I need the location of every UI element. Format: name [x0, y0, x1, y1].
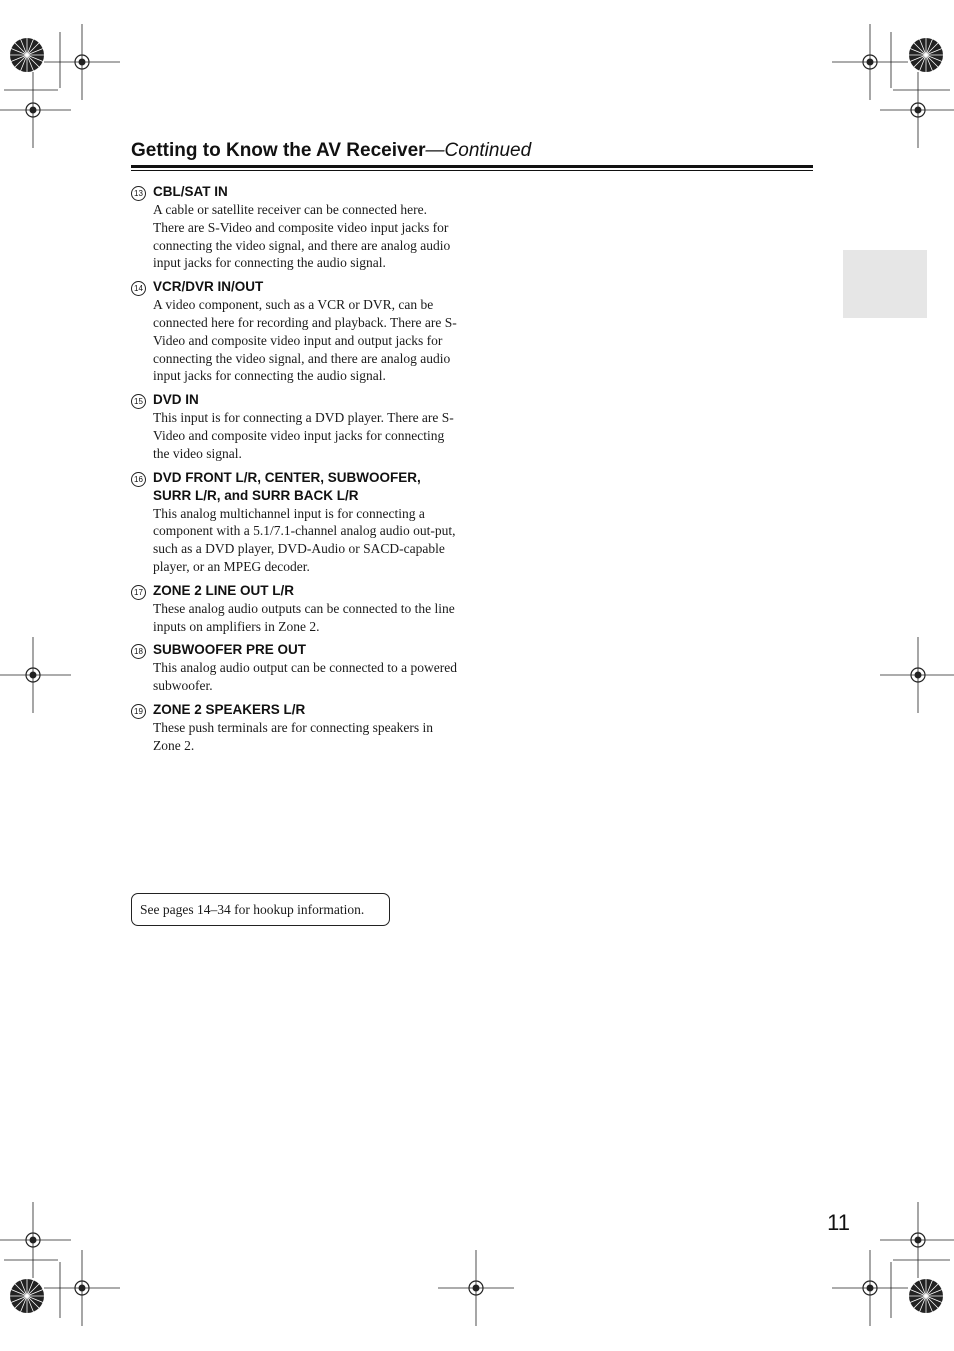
- page-header: [131, 139, 813, 163]
- page-number: 11: [827, 1210, 850, 1235]
- item-number-badge: 18: [131, 644, 146, 659]
- list-item: [131, 469, 461, 576]
- item-description: This input is for connecting a DVD player. There are S-Video and composite video input jacks for connecting the video signal.: [153, 410, 454, 461]
- item-title: CBL/SAT IN: [153, 184, 228, 199]
- item-description: This analog audio output can be connected to a powered subwoofer.: [153, 660, 458, 694]
- item-number-badge: 17: [131, 585, 146, 600]
- header-rule-thin: [131, 170, 813, 171]
- item-description: This analog multichannel input is for connecting a component with a 5.1/7.1-channel analog audio out-put, such as a DVD player, DVD-Audio or SACD-capable player, or an MPEG decoder.: [153, 505, 456, 574]
- page-title-main: Getting to Know the AV Receiver: [131, 140, 426, 161]
- item-title: ZONE 2 LINE OUT L/R: [153, 582, 295, 598]
- hookup-note-box: See pages 14–34 for hookup information.: [131, 893, 390, 926]
- item-number-badge: 15: [131, 394, 146, 409]
- registration-target-mark: [832, 1250, 908, 1326]
- page-title-continued: —Continued: [425, 140, 532, 161]
- registration-star-mark: [909, 38, 943, 72]
- item-number-badge: 19: [131, 704, 146, 719]
- registration-target-mark: [44, 1250, 120, 1326]
- item-title: DVD FRONT L/R, CENTER, SUBWOOFER, SURR L/R, and SURR BACK L/R: [153, 469, 421, 503]
- list-item: [131, 278, 461, 385]
- registration-target-mark: [44, 24, 120, 100]
- item-title: ZONE 2 SPEAKERS L/R: [153, 701, 306, 717]
- item-list: [131, 183, 461, 761]
- registration-target-mark: [832, 24, 908, 100]
- registration-target-mark: [0, 637, 71, 713]
- list-item: [131, 391, 461, 462]
- header-rule-thick: [131, 165, 813, 168]
- item-title: DVD IN: [153, 392, 199, 408]
- page-title: [131, 139, 813, 163]
- item-title: VCR/DVR IN/OUT: [153, 279, 264, 295]
- registration-target-mark: [438, 1250, 514, 1326]
- item-title: SUBWOOFER PRE OUT: [153, 642, 307, 658]
- list-item: [131, 183, 461, 272]
- registration-star-mark: [909, 1279, 943, 1313]
- item-number-badge: 16: [131, 472, 146, 487]
- list-item: [131, 701, 461, 755]
- list-item: [131, 641, 461, 695]
- item-description: These analog audio outputs can be connected to the line inputs on amplifiers in Zone 2.: [153, 600, 455, 634]
- item-description: These push terminals are for connecting speakers in Zone 2.: [153, 719, 434, 753]
- registration-star-mark: [10, 38, 44, 72]
- section-tab: [843, 250, 927, 318]
- list-item: [131, 582, 461, 636]
- registration-star-mark: [10, 1279, 44, 1313]
- item-description: A cable or satellite receiver can be connected here. There are S-Video and composite video input jacks for connecting the video signal, and there are analog audio input jacks for connecting the audio signal.: [153, 202, 451, 271]
- item-number-badge: 13: [131, 186, 146, 201]
- item-description: A video component, such as a VCR or DVR, can be connected here for recording and playback. There are S-Video and composite video input and output jacks for connecting the video signal, and there are analog audio input jacks for connecting the audio signal.: [153, 297, 457, 384]
- item-number-badge: 14: [131, 281, 146, 296]
- registration-target-mark: [880, 637, 954, 713]
